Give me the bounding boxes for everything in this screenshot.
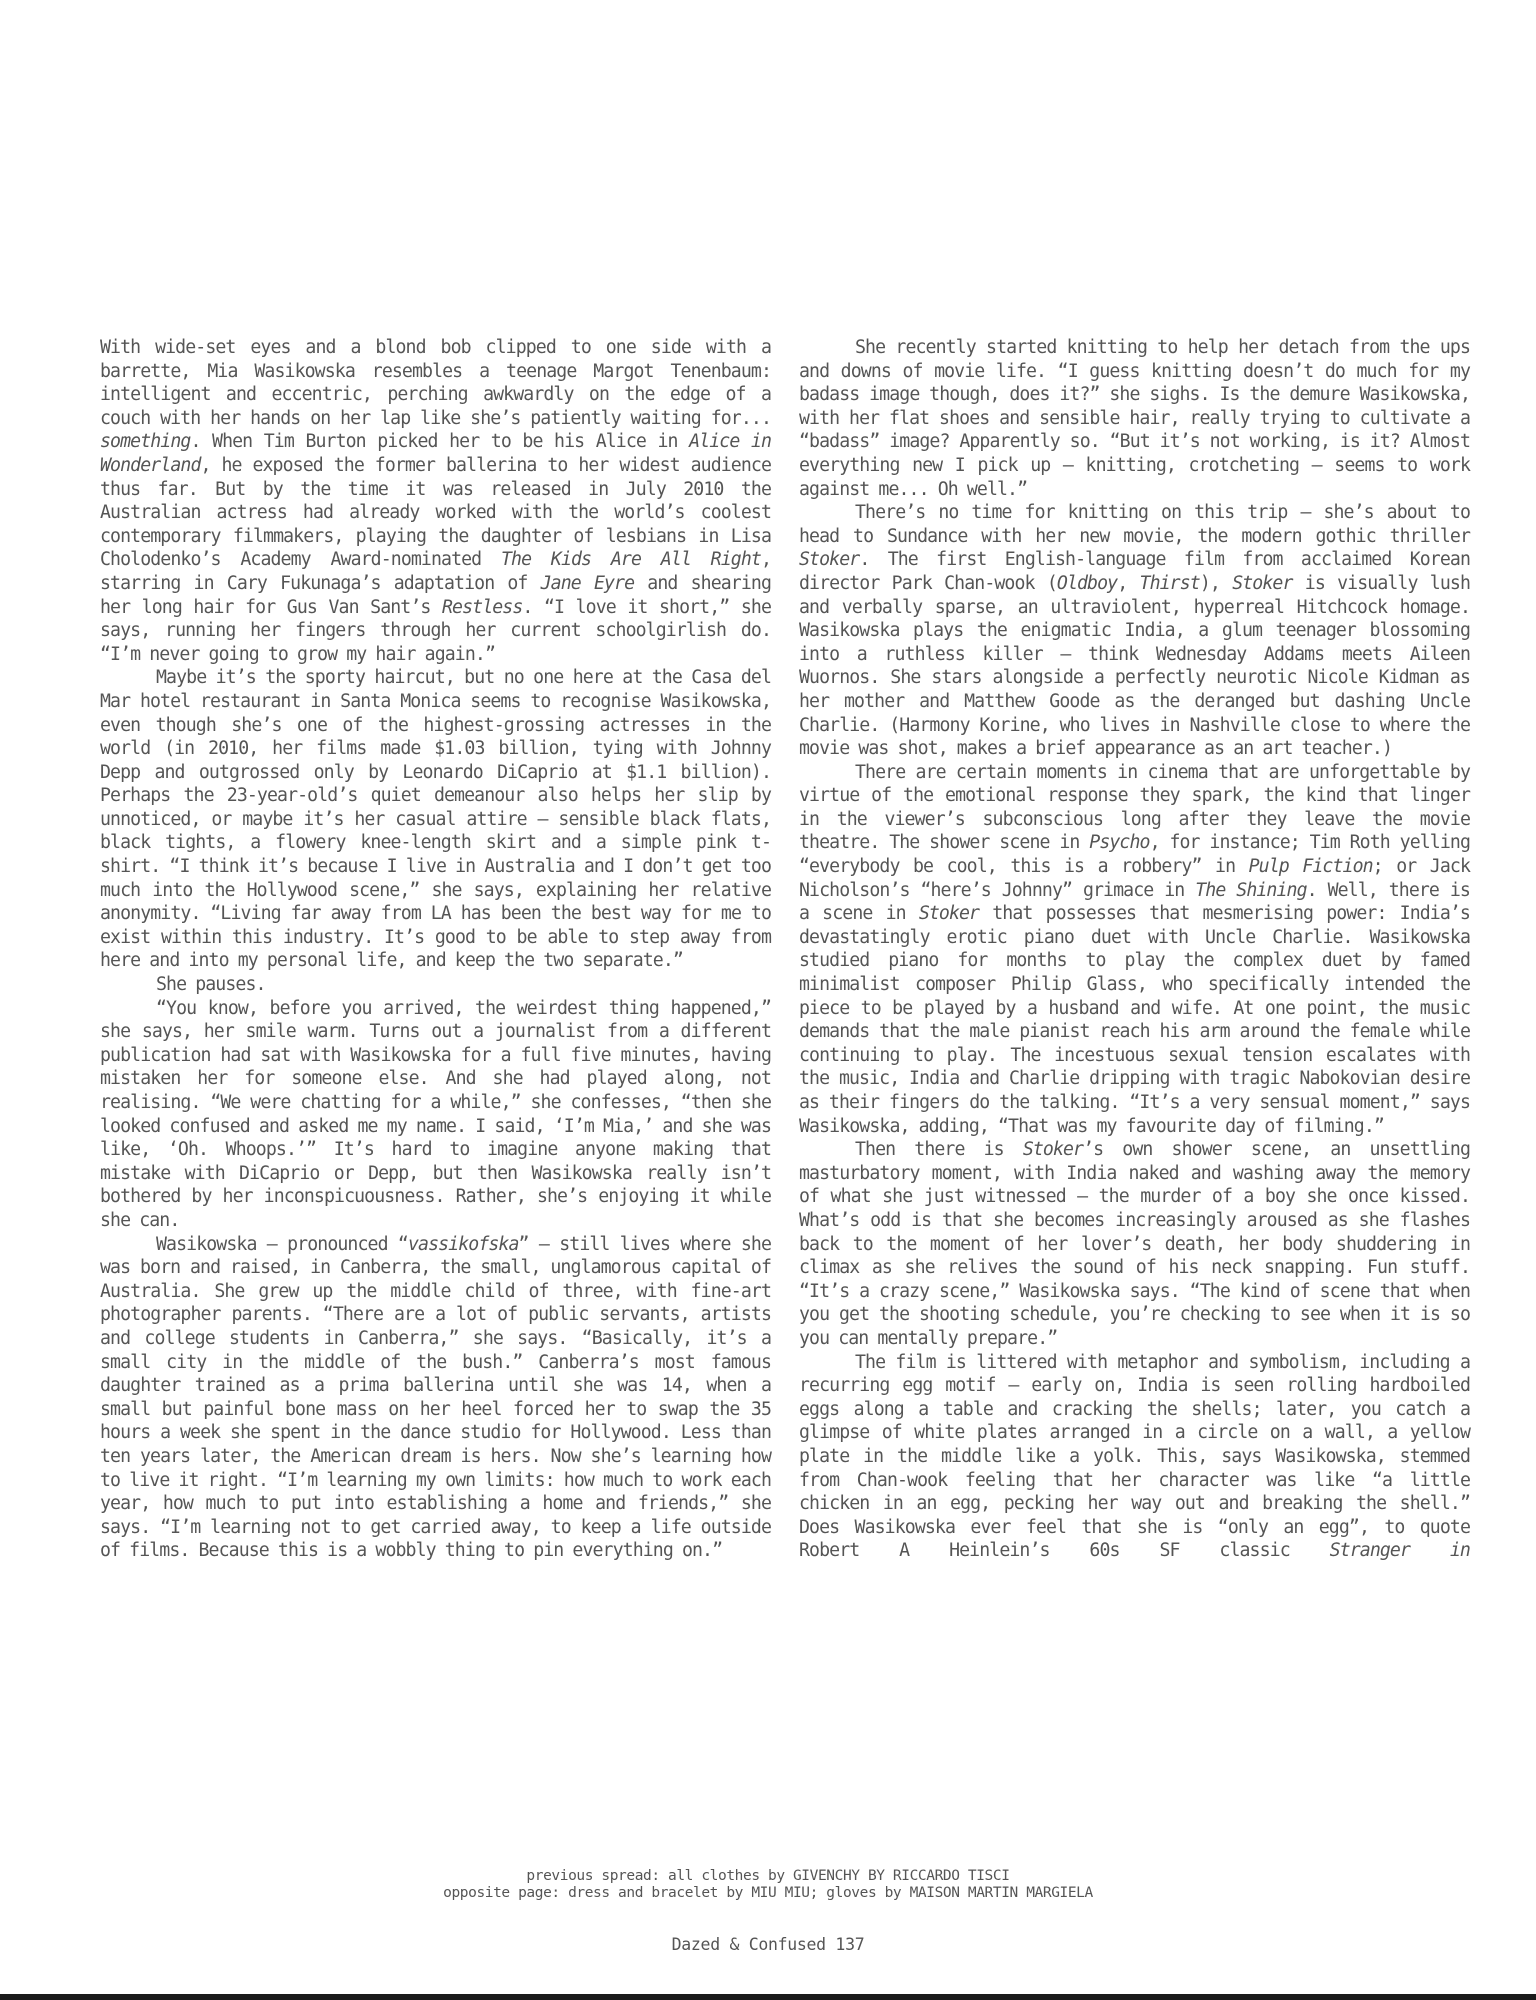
paragraph: There’s no time for knitting on this trip – she’s about to head to Sundance with her new movie, the modern gothic thriller Stoker. The first English-language film from acclaimed Korean director Park Chan-wook (Oldboy, Thirst), Stoker is visually lush and verbally sparse, an ultraviolent, hyperreal Hitchcock homage. Wasikowska plays the enigmatic India, a glum teenager blossoming into a ruthless killer – think Wednesday Addams meets Aileen Wuornos. She stars alongside a perfectly neurotic Nicole Kidman as her mother and Matthew Goode as the deranged but dashing Uncle Charlie. (Harmony Korine, who lives in Nashville close to where the movie was shot, makes a brief appearance as an art teacher.) <box>799 502 1470 760</box>
paragraph: There are certain moments in cinema that are unforgettable by virtue of the emotional response they spark, the kind that linger in the viewer’s subconscious long after they leave the movie theatre. The shower scene in Psycho, for instance; Tim Roth yelling “everybody be cool, this is a robbery” in Pulp Fiction; or Jack Nicholson’s “here’s Johnny” grimace in The Shining. Well, there is a scene in Stoker that possesses that mesmerising power: India’s devastatingly erotic piano duet with Uncle Charlie. Wasikowska studied piano for months to play the complex duet by famed minimalist composer Philip Glass, who specifically intended the piece to be played by a husband and wife. At one point, the music demands that the male pianist reach his arm around the female while continuing to play. The incestuous sexual tension escalates with the music, India and Charlie dripping with tragic Nabokovian desire as their fingers do the talking. “It’s a very sensual moment,” says Wasikowska, adding, “That was my favourite day of filming.” <box>799 761 1471 1137</box>
paragraph: Wasikowska – pronounced “vassikofska” – still lives where she was born and raised, in Canberra, the small, unglamorous capital of Australia. She grew up the middle child of three, with fine-art photographer parents. “There are a lot of public servants, artists and college students in Canberra,” she says. “Basically, it’s a small city in the middle of the bush.” Canberra’s most famous daughter trained as a prima ballerina until she was 14, when a small but painful bone mass on her heel forced her to swap the 35 hours a week she spent in the dance studio for Hollywood. Less than ten years later, the American dream is hers. Now she’s learning how to live it right. “I’m learning my own limits: how much to work each year, how much to put into establishing a home and friends,” she says. “I’m learning not to get carried away, to keep a life outside of films. Because this is a wobbly thing to pin everything on.” <box>100 1233 772 1562</box>
paragraph: “You know, before you arrived, the weirdest thing happened,” she says, her smile warm. Turns out a journalist from a different publication had sat with Wasikowska for a full five minutes, having mistaken her for someone else. And she had played along, not realising. “We were chatting for a while,” she confesses, “then she looked confused and asked me my name. I said, ‘I’m Mia,’ and she was like, ‘Oh. Whoops.’” It’s hard to imagine anyone making that mistake with DiCaprio or Depp, but then Wasikowska really isn’t bothered by her inconspicuousness. Rather, she’s enjoying it while she can. <box>100 997 771 1231</box>
credit-line-previous-spread: previous spread: all clothes by GIVENCHY BY RICCARDO TISCI <box>526 1868 1010 1884</box>
page-folio: Dazed & Confused 137 <box>671 1935 865 1954</box>
paragraph: She pauses. <box>156 974 266 996</box>
photo-credits <box>0 1868 1536 1902</box>
page-bottom-edge <box>0 1994 1536 2000</box>
article-column-left <box>100 336 771 1563</box>
paragraph: The film is littered with metaphor and symbolism, including a recurring egg motif – early on, India is seen rolling hardboiled eggs along a table and cracking the shells; later, you catch a glimpse of white plates arranged in a circle on a wall, a yellow plate in the middle like a yolk. This, says Wasikowska, stemmed from Chan-wook feeling that her character was like “a little chicken in an egg, pecking her way out and breaking the shell.” Does Wasikowska ever feel that she is “only an egg”, to quote Robert A Heinlein’s 60s SF classic Stranger in <box>799 1351 1470 1562</box>
paragraph: Maybe it’s the sporty haircut, but no one here at the Casa del Mar hotel restaurant in Santa Monica seems to recognise Wasikowska, even though she’s one of the highest-grossing actresses in the world (in 2010, her films made $1.03 billion, tying with Johnny Depp and outgrossed only by Leonardo DiCaprio at $1.1 billion). Perhaps the 23-year-old’s quiet demeanour also helps her slip by unnoticed, or maybe it’s her casual attire – sensible black flats, black tights, a flowery knee-length skirt and a simple pink t-shirt. “I think it’s because I live in Australia and I don’t get too much into the Hollywood scene,” she says, explaining her relative anonymity. “Living far away from LA has been the best way for me to exist within this industry. It’s good to be able to step away from here and into my personal life, and keep the two separate.” <box>100 667 771 972</box>
credit-line-opposite-page: opposite page: dress and bracelet by MIU MIU; gloves by MAISON MARTIN MARGIELA <box>443 1885 1093 1901</box>
paragraph: She recently started knitting to help her detach from the ups and downs of movie life. “I guess knitting doesn’t do much for my badass image though, does it?” she sighs. Is the demure Wasikowska, with her flat shoes and sensible hair, really trying to cultivate a “badass” image? Apparently so. “But it’s not working, is it? Almost everything new I pick up – knitting, crotcheting – seems to work against me... Oh well.” <box>799 337 1470 500</box>
article-column-right <box>799 336 1470 1563</box>
paragraph: With wide-set eyes and a blond bob clipped to one side with a barrette, Mia Wasikowska resembles a teenage Margot Tenenbaum: intelligent and eccentric, perching awkwardly on the edge of a couch with her hands on her lap like she’s patiently waiting for... something. When Tim Burton picked her to be his Alice in Alice in Wonderland, he exposed the former ballerina to her widest audience thus far. But by the time it was released in July 2010 the Australian actress had already worked with the world’s coolest contemporary filmmakers, playing the daughter of lesbians in Lisa Cholodenko’s Academy Award-nominated The Kids Are All Right, starring in Cary Fukunaga’s adaptation of Jane Eyre and shearing her long hair for Gus Van Sant’s Restless. “I love it short,” she says, running her fingers through her current schoolgirlish do. “I’m never going to grow my hair again.” <box>100 337 772 665</box>
paragraph: Then there is Stoker’s own shower scene, an unsettling masturbatory moment, with India naked and washing away the memory of what she just witnessed – the murder of a boy she once kissed. What’s odd is that she becomes increasingly aroused as she flashes back to the moment of her lover’s death, her body shuddering in climax as she relives the sound of his neck snapping. Fun stuff. “It’s a crazy scene,” Wasikowska says. “The kind of scene that when you get the shooting schedule, you’re checking to see when it is so you can mentally prepare.” <box>799 1139 1470 1349</box>
